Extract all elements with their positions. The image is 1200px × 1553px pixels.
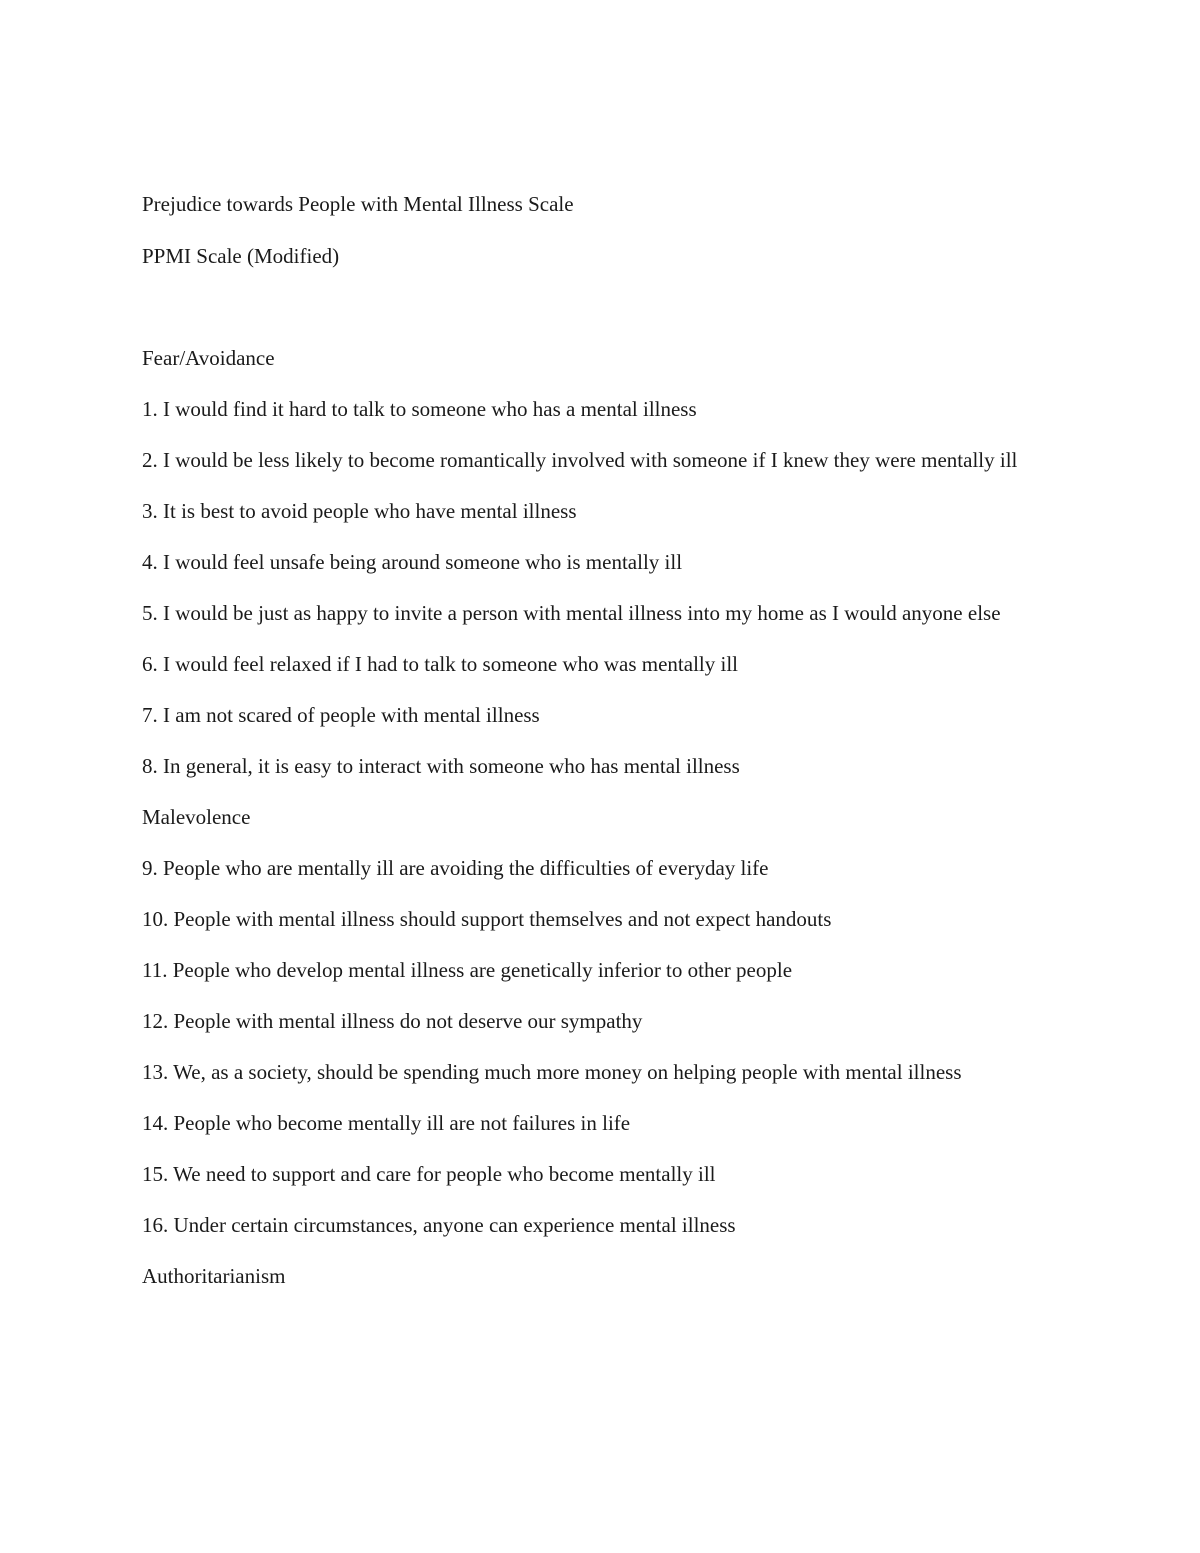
scale-item: 15. We need to support and care for people who become mentally ill (142, 1162, 716, 1186)
scale-item: 16. Under certain circumstances, anyone can experience mental illness (142, 1213, 736, 1237)
scale-item: 8. In general, it is easy to interact with someone who has mental illness (142, 754, 740, 778)
scale-item: 1. I would find it hard to talk to someone who has a mental illness (142, 397, 697, 421)
scale-item: 9. People who are mentally ill are avoiding the difficulties of everyday life (142, 856, 769, 880)
section-heading-authoritarianism: Authoritarianism (142, 1264, 286, 1288)
scale-item: 5. I would be just as happy to invite a person with mental illness into my home as I would anyone else (142, 601, 1001, 625)
scale-item: 7. I am not scared of people with mental illness (142, 703, 540, 727)
section-heading-malevolence: Malevolence (142, 805, 251, 829)
scale-item: 6. I would feel relaxed if I had to talk to someone who was mentally ill (142, 652, 739, 676)
scale-item: 12. People with mental illness do not deserve our sympathy (142, 1009, 643, 1033)
scale-item: 3. It is best to avoid people who have mental illness (142, 499, 577, 523)
document-title: Prejudice towards People with Mental Illness Scale (142, 192, 574, 216)
section-heading-fear-avoidance: Fear/Avoidance (142, 346, 275, 370)
document-subtitle: PPMI Scale (Modified) (142, 244, 340, 268)
document-content (142, 191, 1022, 1314)
scale-item: 2. I would be less likely to become romantically involved with someone if I knew they were mentally ill (142, 448, 1018, 472)
scale-item: 10. People with mental illness should support themselves and not expect handouts (142, 907, 832, 931)
scale-item: 13. We, as a society, should be spending much more money on helping people with mental illness (142, 1060, 962, 1084)
scale-item: 11. People who develop mental illness are genetically inferior to other people (142, 958, 793, 982)
scale-item: 4. I would feel unsafe being around someone who is mentally ill (142, 550, 683, 574)
scale-item: 14. People who become mentally ill are not failures in life (142, 1111, 631, 1135)
